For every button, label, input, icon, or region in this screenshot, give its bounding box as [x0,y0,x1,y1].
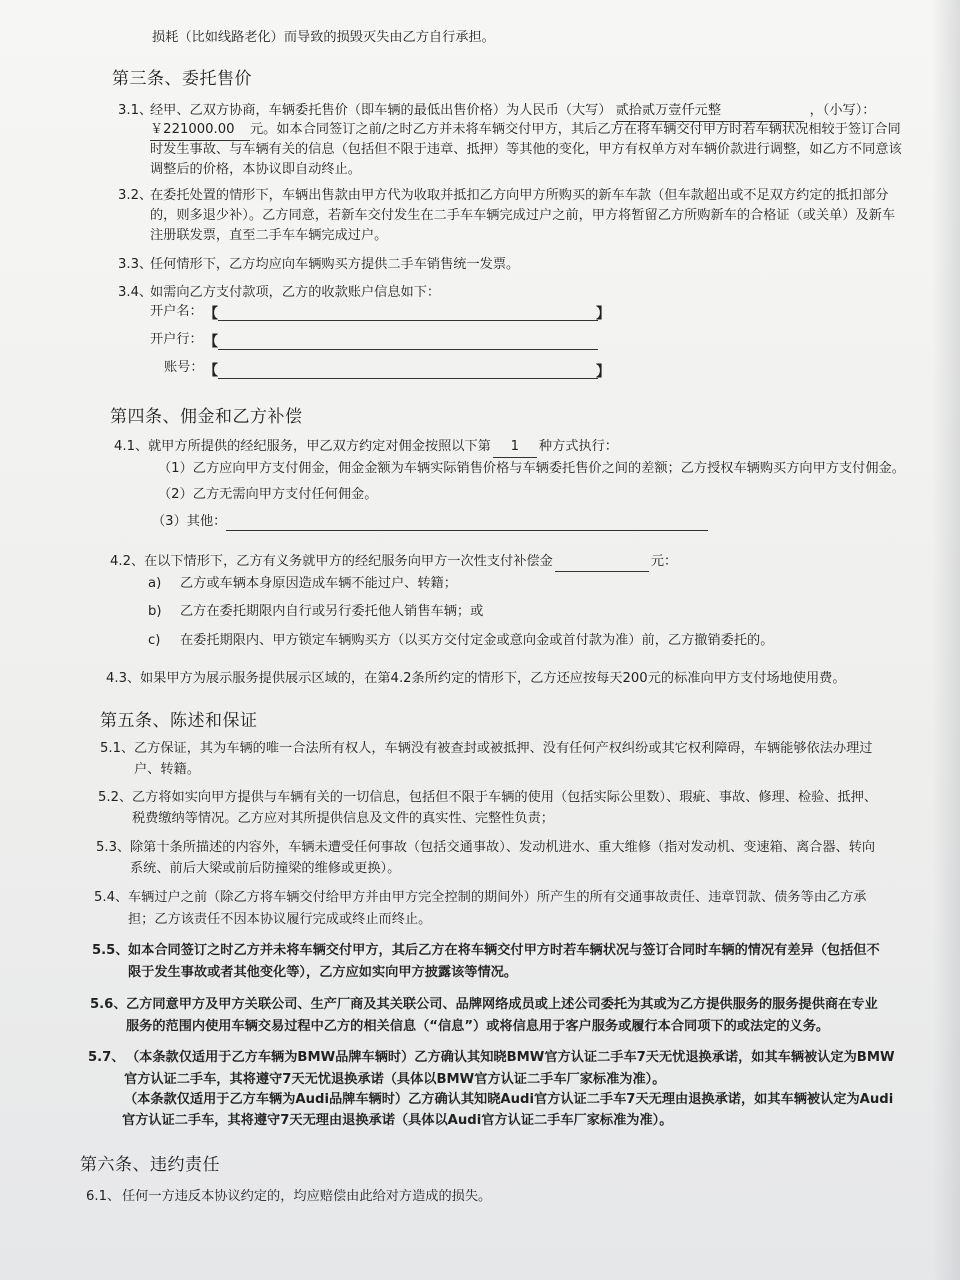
clause-5-1-line-1: 乙方保证，其为车辆的唯一合法所有权人，车辆没有被查封或被抵押、没有任何产权纠纷或其它权利障碍，车辆能够依法办理过 [134,741,873,756]
clause-5-1-number: 5.1、 [100,741,135,756]
clause-3-1-line-2 [150,120,901,141]
clause-5-4-number: 5.4、 [94,890,129,905]
account-number-bracket-close: 】 [596,364,610,380]
clause-6-1-number: 6.1、 [86,1189,121,1204]
article-5-title: 第五条、陈述和保证 [100,711,258,731]
clause-5-4-line-2: 担；乙方该责任不因本协议履行完成或终止而终止。 [128,912,432,927]
clause-4-1-prefix: 就甲方所提供的经纪服务，甲乙双方约定对佣金按照以下第 [148,439,491,454]
clause-3-3-number: 3.3、 [118,257,153,272]
clause-3-1-line-1 [150,101,876,122]
article-6-title: 第六条、违约责任 [80,1155,220,1175]
clause-3-2-line-3: 注册联发票，直至二手车车辆完成过户。 [150,228,388,243]
lowercase-label: ，（小写）： [809,103,876,118]
article-4-title: 第四条、佣金和乙方补偿 [110,407,303,427]
commission-option-3: （3）其他： [152,514,227,529]
clause-5-2-line-1: 乙方将如实向甲方提供与车辆有关的一切信息，包括但不限于车辆的使用（包括实际公里数）、瑕疵、事故、修理、检验、抵押、 [132,790,878,805]
clause-5-3-line-1: 除第十条所描述的内容外，车辆未遭受任何事故（包括交通事故）、发动机进水、重大维修（指对发动机、变速箱、离合器、转向 [130,840,876,855]
clause-3-4-number: 3.4、 [118,285,153,300]
clause-6-1-text: 任何一方违反本协议约定的，均应赔偿由此给对方造成的损失。 [122,1189,492,1204]
clause-4-2-line [144,552,677,572]
clause-5-7-line-2: 官方认证二手车，其将遵守7天无忧退换承诺（具体以BMW官方认证二手车厂家标准为准）。 [124,1072,666,1087]
account-name-bracket-open: 【 [204,306,218,322]
page-edge-shadow [932,0,960,1280]
price-in-figures: ￥221000.00 [150,120,250,141]
clause-5-3-line-2: 系统、前后大梁或前后防撞梁的维修或更换）。 [130,861,401,876]
clause-3-1-number: 3.1、 [118,103,153,118]
account-name-blank [218,320,598,321]
clause-5-3-number: 5.3、 [96,840,131,855]
bank-bracket-open: 【 [204,334,218,350]
bank-label: 开户行： [150,332,203,347]
case-c-text: 在委托期限内、甲方锁定车辆购买方（以买方交付定金或意向金或首付款为准）前，乙方撤销委托的。 [180,633,774,648]
clause-4-3-number: 4.3、 [106,671,141,686]
clause-3-2-line-1: 在委托处置的情形下，车辆出售款由甲方代为收取并抵扣乙方向甲方所购买的新车车款（但车款超出或不足双方约定的抵扣部分 [150,188,889,203]
account-name-label: 开户名： [150,304,203,319]
clause-5-2-number: 5.2、 [98,790,133,805]
clause-3-1-line-3: 时发生事故、与车辆有关的信息（包括但不限于违章、抵押）等其他的变化，甲方有权单方对车辆价款进行调整，如乙方不同意该 [150,142,902,157]
account-number-bracket-open: 【 [204,363,218,379]
clause-5-6-line-2: 服务的范围内使用车辆交易过程中乙方的相关信息（“信息”）或将信息用于客户服务或履行本合同项下的或法定的义务。 [126,1019,830,1034]
case-a-text: 乙方或车辆本身原因造成车辆不能过户、转籍； [180,576,457,591]
clause-5-5-number: 5.5、 [92,943,129,958]
clause-5-1-line-2: 户、转籍。 [134,762,200,777]
bank-blank [218,349,598,350]
case-b-label: b) [148,604,162,619]
account-number-label: 账号： [164,360,204,375]
clause-4-1-number: 4.1、 [114,439,149,454]
price-in-words: 贰拾贰万壹仟元整 [616,101,804,122]
commission-option-1: （1）乙方应向甲方支付佣金，佣金金额为车辆实际销售价格与车辆委托售价之间的差额；乙方授权车辆购买方向甲方支付佣金。 [158,461,905,476]
clause-3-1-rest: 元。如本合同签订之前/之时乙方并未将车辆交付甲方，其后乙方在将车辆交付甲方时若车辆状况相较于签订合同 [250,122,901,137]
clause-5-7-line-4: 官方认证二手车，其将遵守7天无理由退换承诺（具体以Audi官方认证二手车厂家标准为准）。 [122,1113,673,1128]
clause-5-2-line-2: 税费缴纳等情况。乙方应对其所提供信息及文件的真实性、完整性负责； [132,811,554,826]
clause-4-2-prefix: 在以下情形下，乙方有义务就甲方的经纪服务向甲方一次性支付补偿金 [144,554,553,569]
clause-5-5-line-1: 如本合同签订之时乙方并未将车辆交付甲方，其后乙方在将车辆交付甲方时若车辆状况与签订合同时车辆的情况有差异（包括但不 [128,943,880,958]
clause-5-6-line-1: 乙方同意甲方及甲方关联公司、生产厂商及其关联公司、品牌网络成员或上述公司委托为其或为乙方提供服务的服务提供商在专业 [126,997,878,1012]
clause-3-2-number: 3.2、 [118,188,153,203]
clause-3-1-line-4: 调整后的价格，本协议即自动终止。 [150,162,361,177]
account-number-blank [218,378,598,379]
case-a-label: a) [148,576,162,591]
clause-5-7-number: 5.7、 [88,1050,125,1065]
article-3-title: 第三条、委托售价 [112,69,252,89]
carryover-line: 损耗（比如线路老化）而导致的损毁灭失由乙方自行承担。 [152,30,495,45]
clause-3-2-line-2: 的，则多退少补）。乙方同意，若新车交付发生在二手车车辆完成过户之前，甲方将暂留乙方所购新车的合格证（或关单）及新车 [150,208,896,223]
commission-other-blank [226,530,708,531]
compensation-amount-blank [555,555,649,572]
clause-5-6-number: 5.6、 [90,997,127,1012]
clause-5-4-line-1: 车辆过户之前（除乙方将车辆交付给甲方并由甲方完全控制的期间外）所产生的所有交通事故责任、违章罚款、债务等由乙方承 [128,890,867,905]
clause-3-3-text: 任何情形下，乙方均应向车辆购买方提供二手车销售统一发票。 [150,257,520,272]
clause-3-4-text: 如需向乙方支付款项，乙方的收款账户信息如下： [150,285,441,300]
case-b-text: 乙方在委托期限内自行或另行委托他人销售车辆；或 [180,604,484,619]
commission-option-choice: 1 [493,437,537,458]
account-name-bracket-close: 】 [596,306,610,322]
clause-4-2-number: 4.2、 [110,554,145,569]
clause-4-3-text: 如果甲方为展示服务提供展示区域的，在第4.2条所约定的情形下，乙方还应按每天200元的标准向甲方支付场地使用费。 [140,671,846,686]
commission-option-2: （2）乙方无需向甲方支付任何佣金。 [158,487,378,502]
clause-5-7-line-3: （本条款仅适用于乙方车辆为Audi品牌车辆时）乙方确认其知晓Audi官方认证二手车7天无理由退换承诺，如其车辆被认定为Audi [124,1092,894,1107]
clause-4-1-suffix: 种方式执行： [538,439,618,454]
clause-5-5-line-2: 限于发生事故或者其他变化等），乙方应如实向甲方披露该等情况。 [128,965,518,980]
clause-4-1-line [148,437,618,458]
clause-3-1-prefix: 经甲、乙双方协商，车辆委托售价（即车辆的最低出售价格）为人民币（大写） [150,103,612,118]
clause-5-7-line-1: （本条款仅适用于乙方车辆为BMW品牌车辆时）乙方确认其知晓BMW官方认证二手车7天无忧退换承诺，如其车辆被认定为BMW [126,1050,895,1065]
case-c-label: c) [148,633,161,648]
clause-4-2-suffix: 元： [650,554,678,569]
